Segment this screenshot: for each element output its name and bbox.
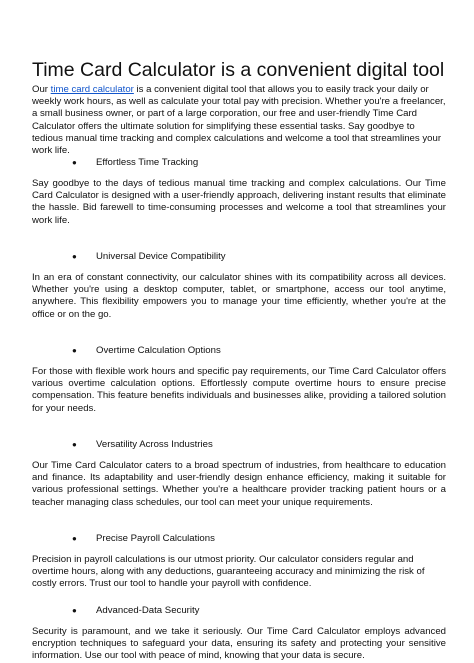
bullet-dot-icon: ● [72, 252, 77, 261]
section-paragraph-effortless-time-tracking: Say goodbye to the days of tedious manual time tracking and complex calculations. Our Time Card Calculator is designed with a user-friendly approach, delivering instant results that eliminate the hassle. Bid farewell to time-consuming processes and welcome a tool that streamlines your work life. [32, 178, 446, 226]
bullet-dot-icon: ● [72, 534, 77, 543]
bullet-dot-icon: ● [72, 606, 77, 615]
section-paragraph-precise-payroll-calculations: Precision in payroll calculations is our utmost priority. Our calculator considers regular and overtime hours, along with any deductions, guaranteeing accuracy and minimizing the risk of costly errors. Trust our tool to handle your payroll with confidence. [32, 554, 425, 590]
section-paragraph-advanced-data-security: Security is paramount, and we take it seriously. Our Time Card Calculator employs advanced encryption techniques to safeguard your data, ensuring its safety and protecting your sensitive information. Use our tool with peace of mind, knowing that your data is secure. [32, 626, 446, 662]
bullet-label: Versatility Across Industries [96, 439, 213, 450]
bullet-versatility-across-industries [72, 439, 213, 451]
intro-rest-text: is a convenient digital tool that allows you to easily track your daily or weekly work hours, as well as calculate your total pay with precision. Whether you're a freelancer, a small business owner, or part of a large corporation, our free and user-friendly Time Card Calculator offers the ultimate solution for simplifying these essential tasks. Say goodbye to tedious manual time tracking and complex calculations and welcome a tool that streamlines your work life. [32, 84, 446, 157]
time-card-calculator-link[interactable]: time card calculator [50, 84, 134, 95]
bullet-precise-payroll-calculations [72, 533, 215, 545]
bullet-label: Precise Payroll Calculations [96, 533, 215, 544]
intro-paragraph [32, 84, 446, 157]
bullet-effortless-time-tracking [72, 157, 198, 169]
bullet-dot-icon: ● [72, 158, 77, 167]
bullet-overtime-calculation-options [72, 345, 221, 357]
intro-lead-text: Our [32, 84, 51, 95]
bullet-dot-icon: ● [72, 346, 77, 355]
bullet-label: Effortless Time Tracking [96, 157, 199, 168]
section-paragraph-universal-device-compatibility: In an era of constant connectivity, our calculator shines with its compatibility across all devices. Whether you're using a desktop computer, tablet, or smartphone, access our tool anytime, anywhere. This flexibility empowers you to manage your time efficiently, whether you're at the office or on the go. [32, 272, 446, 320]
bullet-advanced-data-security [72, 605, 199, 617]
section-paragraph-versatility-across-industries: Our Time Card Calculator caters to a broad spectrum of industries, from healthcare to education and finance. Its adaptability and user-friendly design enhance efficiency, making it suitable for various professional settings. Whether you're a healthcare provider tracking patient hours or a teacher managing class schedules, our tool can meet your unique requirements. [32, 460, 446, 508]
page-title: Time Card Calculator is a convenient digital tool [32, 59, 445, 81]
bullet-label: Universal Device Compatibility [96, 251, 226, 262]
section-paragraph-overtime-calculation-options: For those with flexible work hours and specific pay requirements, our Time Card Calculator offers various overtime calculation options. Effortlessly compute overtime hours to ensure precise compensation. This feature benefits individuals and businesses alike, providing a tailored solution for your needs. [32, 366, 446, 414]
bullet-label: Overtime Calculation Options [96, 345, 221, 356]
bullet-dot-icon: ● [72, 440, 77, 449]
bullet-universal-device-compatibility [72, 251, 226, 263]
bullet-label: Advanced-Data Security [96, 605, 200, 616]
